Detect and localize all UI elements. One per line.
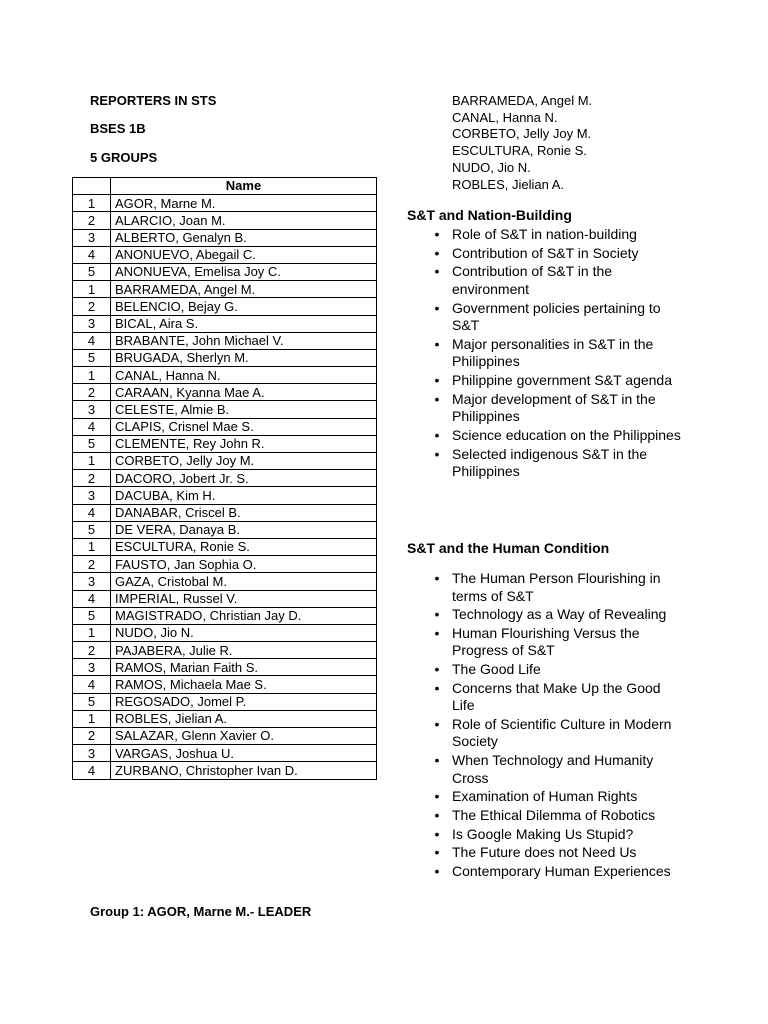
table-row [73,676,377,693]
topic-text: Contribution of S&T in Society [452,244,639,261]
group-number-cell: 5 [73,349,111,366]
table-row [73,504,377,521]
student-name-cell: CANAL, Hanna N. [111,367,377,384]
group-number-cell: 2 [73,642,111,659]
student-name-cell: BRABANTE, John Michael V. [111,332,377,349]
bullet-icon: • [434,752,440,769]
topic-item [430,863,682,881]
table-body [73,195,377,779]
table-row [73,246,377,263]
student-name-cell: DACUBA, Kim H. [111,487,377,504]
bullet-icon: • [434,624,440,641]
student-name-cell: MAGISTRADO, Christian Jay D. [111,607,377,624]
bullet-icon: • [434,244,440,261]
group-number-cell: 1 [73,538,111,555]
table-row [73,470,377,487]
topic-text: When Technology and Humanity Cross [452,752,654,786]
list-item: ROBLES, Jielian A. [452,176,564,192]
table-row [73,315,377,332]
group-column-header [73,178,111,195]
student-name-cell: PAJABERA, Julie R. [111,642,377,659]
human-condition-topics [430,570,682,882]
table-row [73,298,377,315]
topic-item [430,625,682,660]
bullet-icon: • [434,263,440,280]
topic-item [430,606,682,624]
bullet-icon: • [434,679,440,696]
topic-text: Human Flourishing Versus the Progress of S&T [452,624,640,659]
topic-item [430,446,682,481]
bullet-icon: • [434,445,440,462]
group-number-cell: 2 [73,384,111,401]
topic-text: Government policies pertaining to S&T [452,299,661,334]
student-name-cell: REGOSADO, Jomel P. [111,693,377,710]
reporters-table [72,177,377,780]
table-row [73,521,377,538]
topic-text: The Ethical Dilemma of Robotics [452,807,656,823]
table-row [73,607,377,624]
document-title: REPORTERS IN STS [90,93,217,108]
student-name-cell: ANONUEVO, Abegail C. [111,246,377,263]
group-number-cell: 2 [73,556,111,573]
topic-item [430,245,682,263]
bullet-icon: • [434,844,440,861]
topic-item [430,826,682,844]
table-row [73,693,377,710]
topic-text: Contribution of S&T in the environment [452,263,613,297]
group-number-cell: 4 [73,418,111,435]
topic-text: The Good Life [452,661,541,678]
student-name-cell: DACORO, Jobert Jr. S. [111,470,377,487]
bullet-icon: • [434,335,440,352]
student-name-cell: ANONUEVA, Emelisa Joy C. [111,263,377,280]
group-number-cell: 1 [73,281,111,298]
group-number-cell: 4 [73,332,111,349]
bullet-icon: • [434,426,440,443]
table-row [73,195,377,212]
group-leaders-list [452,93,592,193]
group-number-cell: 4 [73,676,111,693]
table-row [73,762,377,779]
group-number-cell: 4 [73,246,111,263]
topic-item [430,300,682,335]
list-item: ESCULTURA, Ronie S. [452,143,587,159]
student-name-cell: BICAL, Aira S. [111,315,377,332]
table-row [73,435,377,452]
topic-item [430,716,682,751]
table-row [73,590,377,607]
class-name: BSES 1B [90,121,146,136]
table-row [73,728,377,745]
name-column-header: Name [111,178,377,195]
topic-item [430,391,682,426]
student-name-cell: IMPERIAL, Russel V. [111,590,377,607]
student-name-cell: ROBLES, Jielian A. [111,710,377,727]
topic-text: Science education on the Philippines [452,426,681,443]
student-name-cell: CORBETO, Jelly Joy M. [111,453,377,470]
topic-text: The Human Person Flourishing in terms of S&T [452,570,661,604]
bullet-icon: • [434,863,440,880]
table-row [73,659,377,676]
topic-item [430,570,682,605]
group-number-cell: 5 [73,435,111,452]
topic-item [430,263,682,298]
topic-text: Philippine government S&T agenda [452,371,673,388]
student-name-cell: BELENCIO, Bejay G. [111,298,377,315]
table-row [73,332,377,349]
topic-item [430,372,682,390]
table-row [73,349,377,366]
group-number-cell: 3 [73,573,111,590]
topic-text: The Future does not Need Us [452,844,637,861]
student-name-cell: CLEMENTE, Rey John R. [111,435,377,452]
student-name-cell: CELESTE, Almie B. [111,401,377,418]
topic-item [430,807,682,825]
table-row [73,453,377,470]
table-row [73,418,377,435]
group-number-cell: 5 [73,607,111,624]
student-name-cell: CARAAN, Kyanna Mae A. [111,384,377,401]
group-number-cell: 3 [73,487,111,504]
bullet-icon: • [434,807,440,823]
table-row [73,212,377,229]
table-row [73,624,377,641]
list-item: CANAL, Hanna N. [452,109,558,125]
group-number-cell: 2 [73,212,111,229]
student-name-cell: GAZA, Cristobal M. [111,573,377,590]
student-name-cell: AGOR, Marne M. [111,195,377,212]
table-row [73,538,377,555]
table-row [73,401,377,418]
list-item: NUDO, Jio N. [452,159,531,175]
topic-text: Role of S&T in nation-building [452,226,637,242]
topic-text: Selected indigenous S&T in the Philippines [452,445,648,479]
topic-item [430,427,682,445]
group-number-cell: 1 [73,710,111,727]
student-name-cell: DANABAR, Criscel B. [111,504,377,521]
topic-item [430,226,682,244]
student-name-cell: DE VERA, Danaya B. [111,521,377,538]
table-row [73,281,377,298]
student-name-cell: BRUGADA, Sherlyn M. [111,349,377,366]
topic-text: Is Google Making Us Stupid? [452,825,634,842]
group-1-leader-line: Group 1: AGOR, Marne M.- LEADER [90,904,312,919]
topic-text: Role of Scientific Culture in Modern Society [452,715,672,750]
topic-item [430,788,682,806]
student-name-cell: NUDO, Jio N. [111,624,377,641]
table-row [73,487,377,504]
group-number-cell: 5 [73,263,111,280]
student-name-cell: ALARCIO, Joan M. [111,212,377,229]
topic-text: Major development of S&T in the Philippines [452,390,656,425]
group-number-cell: 2 [73,470,111,487]
table-row [73,229,377,246]
student-name-cell: ZURBANO, Christopher Ivan D. [111,762,377,779]
topic-text: Technology as a Way of Revealing [452,606,667,623]
student-name-cell: SALAZAR, Glenn Xavier O. [111,728,377,745]
topic-text: Contemporary Human Experiences [452,863,671,880]
group-number-cell: 4 [73,504,111,521]
nation-building-topics [430,226,682,482]
topic-item [430,661,682,679]
group-number-cell: 3 [73,401,111,418]
table-row [73,556,377,573]
topic-text: Concerns that Make Up the Good Life [452,679,661,714]
table-row [73,384,377,401]
group-number-cell: 1 [73,367,111,384]
topic-item [430,752,682,787]
group-number-cell: 3 [73,315,111,332]
bullet-icon: • [434,661,440,678]
student-name-cell: FAUSTO, Jan Sophia O. [111,556,377,573]
table-row [73,642,377,659]
bullet-icon: • [434,299,440,316]
group-number-cell: 3 [73,659,111,676]
student-name-cell: ALBERTO, Genalyn B. [111,229,377,246]
group-number-cell: 2 [73,728,111,745]
student-name-cell: ESCULTURA, Ronie S. [111,538,377,555]
list-item: CORBETO, Jelly Joy M. [452,126,592,142]
group-number-cell: 2 [73,298,111,315]
topic-item [430,844,682,862]
student-name-cell: VARGAS, Joshua U. [111,745,377,762]
human-condition-title: S&T and the Human Condition [407,540,610,556]
nation-building-title: S&T and Nation-Building [407,207,572,223]
topic-text: Examination of Human Rights [452,788,638,805]
topic-item [430,336,682,371]
bullet-icon: • [434,715,440,732]
table-row [73,263,377,280]
student-name-cell: RAMOS, Michaela Mae S. [111,676,377,693]
table-row [73,573,377,590]
group-number-cell: 1 [73,195,111,212]
group-number-cell: 4 [73,762,111,779]
group-number-cell: 1 [73,624,111,641]
topic-item [430,680,682,715]
table-header-row [73,178,377,195]
list-item: BARRAMEDA, Angel M. [452,93,593,108]
bullet-icon: • [434,825,440,842]
bullet-icon: • [434,390,440,407]
group-number-cell: 5 [73,521,111,538]
group-number-cell: 4 [73,590,111,607]
bullet-icon: • [434,606,440,623]
group-number-cell: 3 [73,229,111,246]
group-number-cell: 3 [73,745,111,762]
bullet-icon: • [434,371,440,388]
topic-text: Major personalities in S&T in the Philippines [452,335,654,370]
group-count: 5 GROUPS [90,150,158,165]
bullet-icon: • [434,570,440,586]
bullet-icon: • [434,788,440,805]
table-row [73,367,377,384]
student-name-cell: RAMOS, Marian Faith S. [111,659,377,676]
student-name-cell: BARRAMEDA, Angel M. [111,281,377,298]
group-number-cell: 5 [73,693,111,710]
group-number-cell: 1 [73,453,111,470]
student-name-cell: CLAPIS, Crisnel Mae S. [111,418,377,435]
table-row [73,745,377,762]
bullet-icon: • [434,226,440,242]
table-row [73,710,377,727]
